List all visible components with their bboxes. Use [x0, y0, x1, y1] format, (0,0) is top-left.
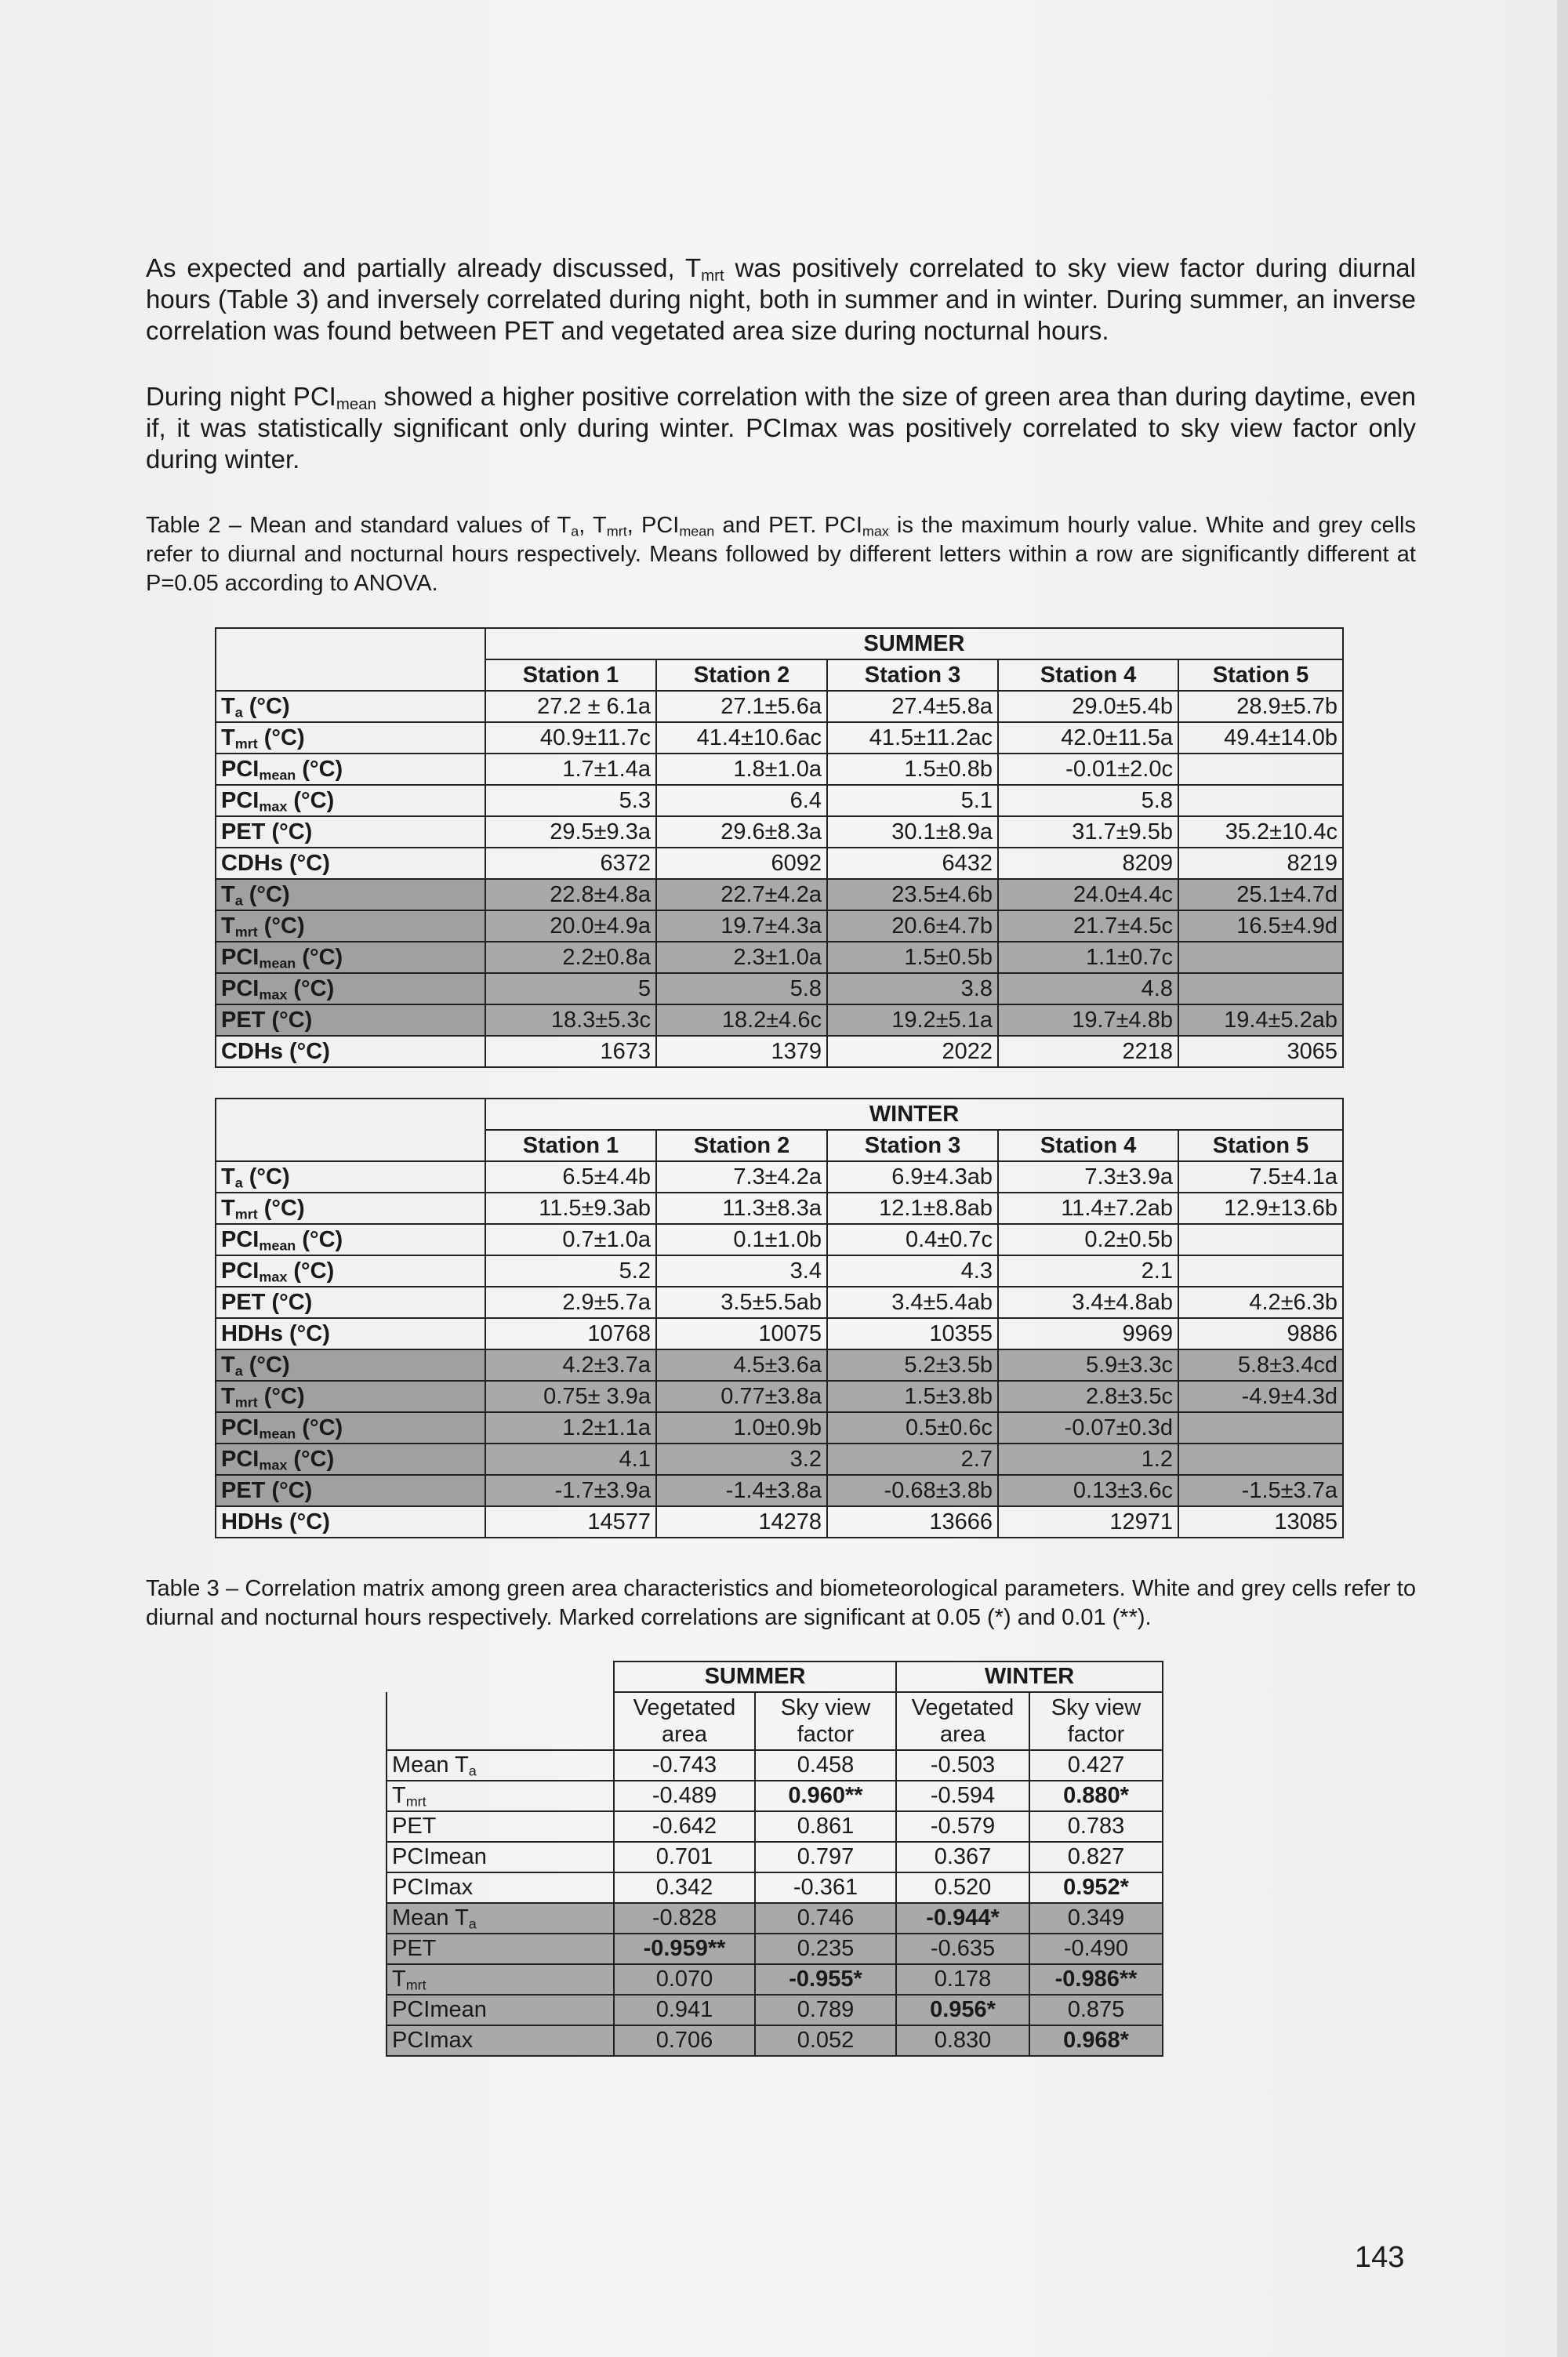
table-cell: -0.642: [614, 1811, 755, 1842]
table-row: [216, 1004, 1343, 1036]
table-cell: 0.875: [1029, 1995, 1163, 2025]
table-row: [216, 816, 1343, 848]
table-cell: 0.75± 3.9a: [485, 1381, 656, 1412]
table-cell: 0.520: [896, 1872, 1029, 1903]
table-cell: 7.3±3.9a: [998, 1161, 1178, 1193]
table-cell: 0.956*: [896, 1995, 1029, 2025]
row-label: PCImean: [387, 1842, 614, 1872]
table-cell: 2.7: [827, 1444, 998, 1475]
table-cell: 19.2±5.1a: [827, 1004, 998, 1036]
corr-column-header: Vegetated area: [614, 1692, 755, 1750]
table-cell: -0.959**: [614, 1934, 755, 1964]
table-cell: -0.743: [614, 1750, 755, 1781]
table-cell: 42.0±11.5a: [998, 722, 1178, 754]
table-cell: 0.827: [1029, 1842, 1163, 1872]
table-cell: 9886: [1178, 1318, 1343, 1349]
table-cell: -0.955*: [755, 1964, 896, 1995]
table-cell: 19.7±4.3a: [656, 910, 827, 942]
table-cell: 1.2±1.1a: [485, 1412, 656, 1444]
table-cell: 10768: [485, 1318, 656, 1349]
table-cell: 11.4±7.2ab: [998, 1193, 1178, 1224]
table-row: [387, 1811, 1163, 1842]
table-cell: 0.349: [1029, 1903, 1163, 1934]
table-cell: 1.5±0.5b: [827, 942, 998, 973]
table-cell: [1178, 785, 1343, 816]
summer-title: SUMMER: [485, 628, 1343, 659]
corr-column-header: Sky view factor: [755, 1692, 896, 1750]
row-label: PET: [387, 1811, 614, 1842]
table-cell: 27.4±5.8a: [827, 691, 998, 722]
row-label: $PCI_{mean}$ (°C): [216, 1224, 485, 1255]
summer-station-header: Station 2: [656, 659, 827, 691]
table-cell: 12971: [998, 1506, 1178, 1538]
table-cell: 19.7±4.8b: [998, 1004, 1178, 1036]
table-cell: 3.8: [827, 973, 998, 1004]
table-cell: 0.342: [614, 1872, 755, 1903]
table-row: [216, 691, 1343, 722]
row-label: Mean $T_a$: [387, 1903, 614, 1934]
table-cell: 6.5±4.4b: [485, 1161, 656, 1193]
table-cell: -0.07±0.3d: [998, 1412, 1178, 1444]
table-cell: 0.789: [755, 1995, 896, 2025]
table-cell: 0.968*: [1029, 2025, 1163, 2056]
table-cell: 2.1: [998, 1255, 1178, 1287]
table-cell: 4.8: [998, 973, 1178, 1004]
table-cell: 5.8: [656, 973, 827, 1004]
paragraph-2: During night $PCI_{mean}$ showed a higher positive correlation with the size of green area than during daytime, even if, it was statistically significant only during winter. PCImax was positively correlated to sky view factor only during winter.: [146, 382, 1416, 474]
table-cell: 41.5±11.2ac: [827, 722, 998, 754]
table-cell: 7.5±4.1a: [1178, 1161, 1343, 1193]
table-cell: 0.052: [755, 2025, 896, 2056]
table-row: [216, 1255, 1343, 1287]
table-cell: 1.5±3.8b: [827, 1381, 998, 1412]
winter-station-header: Station 3: [827, 1130, 998, 1161]
table-cell: 13666: [827, 1506, 998, 1538]
row-label: PET (°C): [216, 1287, 485, 1318]
table-cell: 0.458: [755, 1750, 896, 1781]
table-cell: [1178, 1224, 1343, 1255]
table-cell: -0.68±3.8b: [827, 1475, 998, 1506]
table-cell: 0.070: [614, 1964, 755, 1995]
corr-winter-header: WINTER: [896, 1662, 1163, 1692]
table-cell: 10075: [656, 1318, 827, 1349]
table-row: [387, 1872, 1163, 1903]
table-cell: 16.5±4.9d: [1178, 910, 1343, 942]
table-cell: 5.3: [485, 785, 656, 816]
table-cell: 12.9±13.6b: [1178, 1193, 1343, 1224]
table-cell: 12.1±8.8ab: [827, 1193, 998, 1224]
row-label: PCImean: [387, 1995, 614, 2025]
table-cell: 2.9±5.7a: [485, 1287, 656, 1318]
row-label: $PCI_{mean}$ (°C): [216, 754, 485, 785]
winter-table: [215, 1098, 1344, 1538]
table-row: [216, 1224, 1343, 1255]
summer-station-header: Station 4: [998, 659, 1178, 691]
table-cell: 29.5±9.3a: [485, 816, 656, 848]
table-row: [387, 1995, 1163, 2025]
row-label: PET (°C): [216, 816, 485, 848]
summer-station-header: Station 3: [827, 659, 998, 691]
table-row: [216, 1161, 1343, 1193]
table-row: [216, 722, 1343, 754]
row-label: $PCI_{mean}$ (°C): [216, 942, 485, 973]
table-cell: -0.579: [896, 1811, 1029, 1842]
winter-station-header: Station 5: [1178, 1130, 1343, 1161]
table-cell: -0.828: [614, 1903, 755, 1934]
table-cell: 22.7±4.2a: [656, 879, 827, 910]
corr-column-header: Vegetated area: [896, 1692, 1029, 1750]
table-row: [216, 1349, 1343, 1381]
table-cell: 0.77±3.8a: [656, 1381, 827, 1412]
table-row: [387, 1750, 1163, 1781]
table-cell: [1178, 754, 1343, 785]
table-cell: -0.944*: [896, 1903, 1029, 1934]
table-row: [387, 1903, 1163, 1934]
table-cell: [1178, 942, 1343, 973]
table-cell: 5.2: [485, 1255, 656, 1287]
table-row: [387, 1842, 1163, 1872]
row-label: $T_{mrt}$ (°C): [216, 1381, 485, 1412]
table-cell: 1.0±0.9b: [656, 1412, 827, 1444]
row-label: PET: [387, 1934, 614, 1964]
table-cell: 0.4±0.7c: [827, 1224, 998, 1255]
table-cell: 21.7±4.5c: [998, 910, 1178, 942]
table-cell: 1.7±1.4a: [485, 754, 656, 785]
table-cell: 0.13±3.6c: [998, 1475, 1178, 1506]
corr-column-header: Sky view factor: [1029, 1692, 1163, 1750]
table-cell: 0.1±1.0b: [656, 1224, 827, 1255]
table-row: [216, 942, 1343, 973]
table-cell: 0.235: [755, 1934, 896, 1964]
paragraph-1: As expected and partially already discussed, $T_{mrt}$ was positively correlated to sky view factor during diurnal hours (Table 3) and inversely correlated during night, both in summer and in winter. During summer, an inverse correlation was found between PET and vegetated area size during nocturnal hours.: [146, 253, 1416, 345]
table-cell: 8219: [1178, 848, 1343, 879]
table-cell: 0.861: [755, 1811, 896, 1842]
row-label: $PCI_{mean}$ (°C): [216, 1412, 485, 1444]
table-cell: 6092: [656, 848, 827, 879]
table-cell: -0.490: [1029, 1934, 1163, 1964]
table-cell: 0.880*: [1029, 1781, 1163, 1811]
table-row: [216, 1444, 1343, 1475]
row-label: $T_a$ (°C): [216, 1161, 485, 1193]
table-row: [216, 1412, 1343, 1444]
table-row: [216, 879, 1343, 910]
table-cell: -1.5±3.7a: [1178, 1475, 1343, 1506]
table-row: [387, 2025, 1163, 2056]
table-cell: 5.2±3.5b: [827, 1349, 998, 1381]
table-cell: 19.4±5.2ab: [1178, 1004, 1343, 1036]
summer-station-header: Station 5: [1178, 659, 1343, 691]
table-cell: 5: [485, 973, 656, 1004]
row-label: PCImax: [387, 1872, 614, 1903]
table-cell: -0.986**: [1029, 1964, 1163, 1995]
table-cell: -0.01±2.0c: [998, 754, 1178, 785]
table-cell: 13085: [1178, 1506, 1343, 1538]
table-cell: 5.1: [827, 785, 998, 816]
table-row: [387, 1934, 1163, 1964]
row-label: $T_a$ (°C): [216, 879, 485, 910]
table-cell: 3.4±4.8ab: [998, 1287, 1178, 1318]
winter-station-header: Station 4: [998, 1130, 1178, 1161]
table-cell: 0.783: [1029, 1811, 1163, 1842]
table-cell: 0.7±1.0a: [485, 1224, 656, 1255]
table2-caption: Table 2 – Mean and standard values of $T_a$, $T_{mrt}$, $PCI_{mean}$ and PET. $PCI_{max}$ is the maximum hourly value. White and grey cells refer to diurnal and nocturnal hours respectively. Means followed by different letters within a row are significantly different at P=0.05 according to ANOVA.: [146, 513, 1416, 596]
table-row: [216, 1475, 1343, 1506]
row-label: CDHs (°C): [216, 848, 485, 879]
table-cell: 3.5±5.5ab: [656, 1287, 827, 1318]
table-cell: 29.6±8.3a: [656, 816, 827, 848]
row-label: CDHs (°C): [216, 1036, 485, 1067]
table-cell: 4.2±3.7a: [485, 1349, 656, 1381]
table-row: [216, 848, 1343, 879]
table-cell: 49.4±14.0b: [1178, 722, 1343, 754]
table-row: [387, 1781, 1163, 1811]
table-cell: 27.1±5.6a: [656, 691, 827, 722]
table-cell: 20.6±4.7b: [827, 910, 998, 942]
table-row: [216, 785, 1343, 816]
summer-station-header: Station 1: [485, 659, 656, 691]
table-cell: 0.830: [896, 2025, 1029, 2056]
table-cell: 2022: [827, 1036, 998, 1067]
row-label: $T_{mrt}$ (°C): [216, 1193, 485, 1224]
table-cell: 4.2±6.3b: [1178, 1287, 1343, 1318]
table-row: [216, 1193, 1343, 1224]
table-row: [216, 754, 1343, 785]
table-cell: [1178, 1444, 1343, 1475]
table-cell: 5.9±3.3c: [998, 1349, 1178, 1381]
row-label: $T_{mrt}$: [387, 1964, 614, 1995]
table-cell: [1178, 1412, 1343, 1444]
table-cell: 31.7±9.5b: [998, 816, 1178, 848]
table-row: [387, 1964, 1163, 1995]
table-cell: -0.635: [896, 1934, 1029, 1964]
table-row: [216, 1036, 1343, 1067]
table-cell: 3.4±5.4ab: [827, 1287, 998, 1318]
winter-title: WINTER: [485, 1099, 1343, 1130]
table-cell: 0.797: [755, 1842, 896, 1872]
table-cell: 18.3±5.3c: [485, 1004, 656, 1036]
table-cell: 5.8±3.4cd: [1178, 1349, 1343, 1381]
summer-table: [215, 627, 1344, 1068]
table-row: [216, 1506, 1343, 1538]
table-row: [216, 1318, 1343, 1349]
table-cell: 4.1: [485, 1444, 656, 1475]
table-cell: 41.4±10.6ac: [656, 722, 827, 754]
table-cell: [1178, 1255, 1343, 1287]
table-cell: 0.941: [614, 1995, 755, 2025]
row-label: $T_a$ (°C): [216, 691, 485, 722]
table-cell: 20.0±4.9a: [485, 910, 656, 942]
table-cell: -0.503: [896, 1750, 1029, 1781]
table-cell: 14278: [656, 1506, 827, 1538]
table-cell: 3065: [1178, 1036, 1343, 1067]
page-number: 143: [1355, 2241, 1405, 2274]
table-cell: 35.2±10.4c: [1178, 816, 1343, 848]
table-cell: 1.5±0.8b: [827, 754, 998, 785]
table-cell: 27.2 ± 6.1a: [485, 691, 656, 722]
table-cell: 3.2: [656, 1444, 827, 1475]
table-cell: 11.3±8.3a: [656, 1193, 827, 1224]
row-label: $PCI_{max}$ (°C): [216, 785, 485, 816]
table-row: [216, 1381, 1343, 1412]
table-cell: 0.2±0.5b: [998, 1224, 1178, 1255]
table-cell: 1.1±0.7c: [998, 942, 1178, 973]
correlation-table: [386, 1661, 1163, 2057]
page-edge-shadow: [1557, 0, 1568, 2357]
table-cell: 0.367: [896, 1842, 1029, 1872]
table-cell: 5.8: [998, 785, 1178, 816]
table-cell: 4.3: [827, 1255, 998, 1287]
row-label: $T_{mrt}$ (°C): [216, 722, 485, 754]
table-cell: 6372: [485, 848, 656, 879]
table3-caption: Table 3 – Correlation matrix among green area characteristics and biometeorological parameters. White and grey cells refer to diurnal and nocturnal hours respectively. Marked correlations are significant at 0.05 (*) and 0.01 (**).: [146, 1576, 1416, 1630]
row-label: PCImax: [387, 2025, 614, 2056]
table-cell: 23.5±4.6b: [827, 879, 998, 910]
table-cell: 0.960**: [755, 1781, 896, 1811]
table-row: [216, 1287, 1343, 1318]
table-cell: 6.4: [656, 785, 827, 816]
row-label: HDHs (°C): [216, 1318, 485, 1349]
row-label: PET (°C): [216, 1475, 485, 1506]
table-cell: 25.1±4.7d: [1178, 879, 1343, 910]
table-cell: 4.5±3.6a: [656, 1349, 827, 1381]
table-cell: 1.2: [998, 1444, 1178, 1475]
row-label: $PCI_{max}$ (°C): [216, 1444, 485, 1475]
table-cell: 6432: [827, 848, 998, 879]
table-cell: 3.4: [656, 1255, 827, 1287]
table-cell: 14577: [485, 1506, 656, 1538]
table-cell: 8209: [998, 848, 1178, 879]
winter-station-header: Station 1: [485, 1130, 656, 1161]
table-cell: 2218: [998, 1036, 1178, 1067]
row-label: $T_{mrt}$ (°C): [216, 910, 485, 942]
table-cell: 18.2±4.6c: [656, 1004, 827, 1036]
table-cell: -4.9±4.3d: [1178, 1381, 1343, 1412]
table-cell: 24.0±4.4c: [998, 879, 1178, 910]
table-cell: 0.701: [614, 1842, 755, 1872]
row-label: Mean $T_a$: [387, 1750, 614, 1781]
table-cell: 2.2±0.8a: [485, 942, 656, 973]
table-cell: 29.0±5.4b: [998, 691, 1178, 722]
table-cell: -0.361: [755, 1872, 896, 1903]
row-label: $T_a$ (°C): [216, 1349, 485, 1381]
table-row: [216, 973, 1343, 1004]
table-cell: 0.5±0.6c: [827, 1412, 998, 1444]
row-label: PET (°C): [216, 1004, 485, 1036]
row-label: HDHs (°C): [216, 1506, 485, 1538]
table-cell: 0.952*: [1029, 1872, 1163, 1903]
table-cell: 40.9±11.7c: [485, 722, 656, 754]
table-cell: 0.178: [896, 1964, 1029, 1995]
table-cell: 7.3±4.2a: [656, 1161, 827, 1193]
table-cell: 9969: [998, 1318, 1178, 1349]
table-cell: 28.9±5.7b: [1178, 691, 1343, 722]
table-cell: -1.7±3.9a: [485, 1475, 656, 1506]
table-cell: 0.706: [614, 2025, 755, 2056]
table-cell: 0.427: [1029, 1750, 1163, 1781]
table-cell: 11.5±9.3ab: [485, 1193, 656, 1224]
table-cell: -0.594: [896, 1781, 1029, 1811]
table-cell: 1673: [485, 1036, 656, 1067]
table-cell: 0.746: [755, 1903, 896, 1934]
table-row: [216, 910, 1343, 942]
table-cell: 22.8±4.8a: [485, 879, 656, 910]
table-cell: -1.4±3.8a: [656, 1475, 827, 1506]
table-cell: 1.8±1.0a: [656, 754, 827, 785]
table-cell: 1379: [656, 1036, 827, 1067]
table-cell: 6.9±4.3ab: [827, 1161, 998, 1193]
corr-summer-header: SUMMER: [614, 1662, 896, 1692]
table-cell: 2.8±3.5c: [998, 1381, 1178, 1412]
table-cell: 10355: [827, 1318, 998, 1349]
row-label: $PCI_{max}$ (°C): [216, 1255, 485, 1287]
table-cell: 30.1±8.9a: [827, 816, 998, 848]
row-label: $PCI_{max}$ (°C): [216, 973, 485, 1004]
table-cell: 2.3±1.0a: [656, 942, 827, 973]
table-cell: -0.489: [614, 1781, 755, 1811]
table-cell: [1178, 973, 1343, 1004]
row-label: $T_{mrt}$: [387, 1781, 614, 1811]
winter-station-header: Station 2: [656, 1130, 827, 1161]
